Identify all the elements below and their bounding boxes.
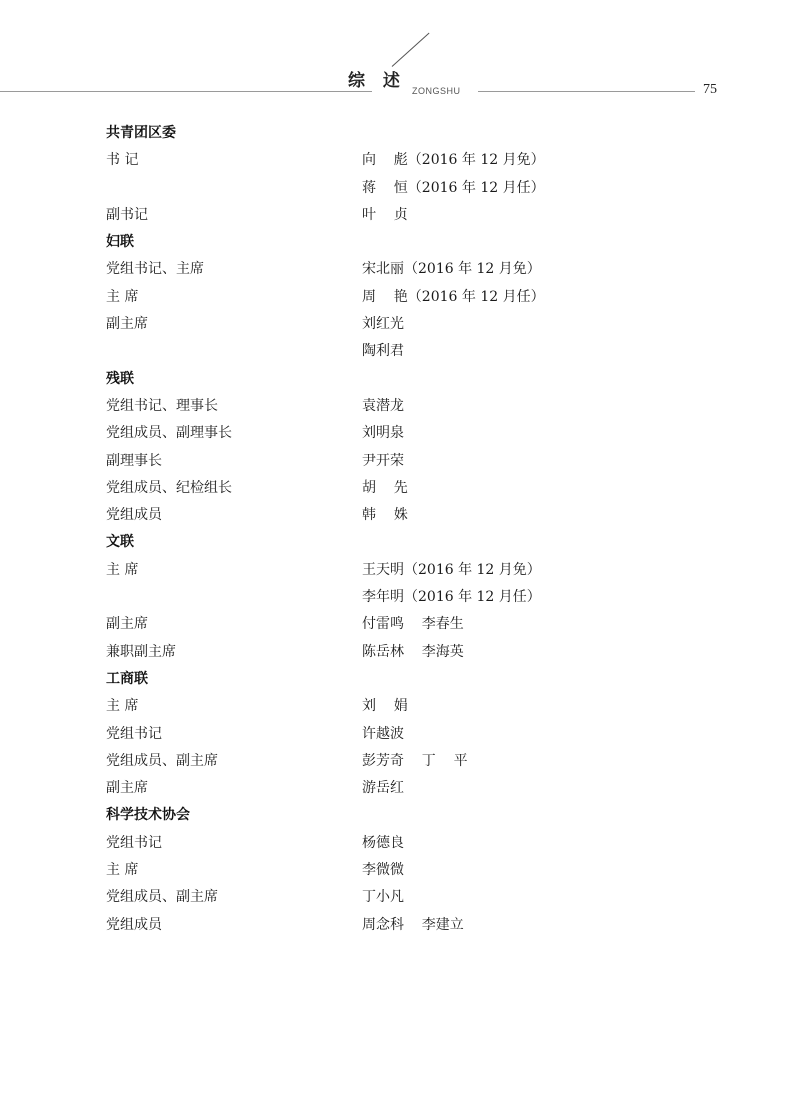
section-title: 综 述	[348, 71, 406, 91]
personnel-row	[106, 748, 706, 775]
header-rule-left	[0, 91, 372, 92]
person-name: 李年明（2016 年 12 月任）	[362, 589, 541, 606]
position-title: 主 席	[106, 862, 139, 879]
person-name: 向 彪（2016 年 12 月免）	[362, 152, 545, 169]
position-title: 党组成员、副主席	[106, 889, 218, 906]
person-name: 周 艳（2016 年 12 月任）	[362, 288, 545, 305]
person-name: 彭芳奇 丁 平	[362, 752, 468, 769]
position-title: 副主席	[106, 616, 148, 633]
personnel-row	[106, 311, 706, 338]
position-title: 党组书记	[106, 725, 162, 742]
position-title: 党组成员	[106, 916, 162, 933]
position-title: 党组成员	[106, 507, 162, 524]
position-title: 副理事长	[106, 452, 162, 469]
personnel-row	[106, 857, 706, 884]
group-heading: 残联	[106, 370, 134, 387]
personnel-row	[106, 202, 706, 229]
personnel-row	[106, 448, 706, 475]
page-header	[0, 0, 805, 110]
person-name: 许越波	[362, 725, 404, 742]
position-title: 书 记	[106, 152, 139, 169]
person-name: 刘 娟	[362, 698, 408, 715]
personnel-row	[106, 256, 706, 283]
position-title: 党组成员、副主席	[106, 752, 218, 769]
person-name: 周念科 李建立	[362, 916, 464, 933]
personnel-row	[106, 912, 706, 939]
person-name: 丁小凡	[362, 889, 404, 906]
position-title: 党组书记	[106, 834, 162, 851]
personnel-row	[106, 775, 706, 802]
position-title: 副主席	[106, 316, 148, 333]
personnel-row	[106, 420, 706, 447]
person-name: 陈岳林 李海英	[362, 643, 464, 660]
person-name: 袁潜龙	[362, 397, 404, 414]
personnel-row	[106, 147, 706, 174]
position-title: 副书记	[106, 206, 148, 223]
group-heading: 文联	[106, 534, 134, 551]
personnel-row	[106, 884, 706, 911]
group-heading: 妇联	[106, 234, 134, 251]
person-name: 刘明泉	[362, 425, 404, 442]
person-name: 陶利君	[362, 343, 404, 360]
personnel-row	[106, 502, 706, 529]
personnel-row	[106, 584, 706, 611]
position-title: 党组书记、理事长	[106, 397, 218, 414]
personnel-row	[106, 338, 706, 365]
person-name: 刘红光	[362, 316, 404, 333]
personnel-row	[106, 693, 706, 720]
personnel-row	[106, 611, 706, 638]
person-name: 胡 先	[362, 479, 408, 496]
person-name: 宋北丽（2016 年 12 月免）	[362, 261, 541, 278]
personnel-list	[106, 120, 706, 939]
personnel-row	[106, 830, 706, 857]
personnel-row	[106, 475, 706, 502]
header-rule-right	[478, 91, 695, 92]
personnel-row	[106, 393, 706, 420]
personnel-row	[106, 284, 706, 311]
person-name: 杨德良	[362, 834, 404, 851]
position-title: 副主席	[106, 780, 148, 797]
page-number: 75	[703, 82, 717, 97]
section-title-pinyin: ZONGSHU	[412, 86, 461, 96]
position-title: 党组书记、主席	[106, 261, 204, 278]
personnel-row	[106, 557, 706, 584]
group-heading: 共青团区委	[106, 125, 176, 141]
position-title: 主 席	[106, 288, 139, 305]
personnel-row	[106, 639, 706, 666]
person-name: 尹开荣	[362, 452, 404, 469]
person-name: 蒋 恒（2016 年 12 月任）	[362, 179, 545, 196]
personnel-row	[106, 721, 706, 748]
group-heading: 科学技术协会	[106, 807, 190, 824]
person-name: 王天明（2016 年 12 月免）	[362, 561, 541, 578]
header-slash-ornament	[392, 33, 430, 67]
person-name: 李微微	[362, 862, 404, 879]
person-name: 韩 姝	[362, 507, 408, 524]
position-title: 党组成员、纪检组长	[106, 479, 232, 496]
personnel-row	[106, 175, 706, 202]
person-name: 游岳红	[362, 780, 404, 797]
position-title: 党组成员、副理事长	[106, 425, 232, 442]
position-title: 主 席	[106, 561, 139, 578]
position-title: 主 席	[106, 698, 139, 715]
person-name: 付雷鸣 李春生	[362, 616, 464, 633]
position-title: 兼职副主席	[106, 643, 176, 660]
person-name: 叶 贞	[362, 206, 408, 223]
group-heading: 工商联	[106, 670, 148, 687]
